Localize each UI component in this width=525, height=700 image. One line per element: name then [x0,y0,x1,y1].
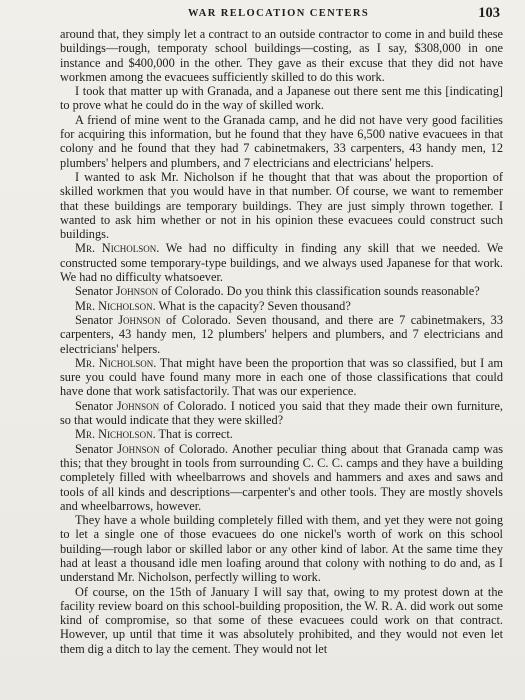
testimony-text: That is correct. [155,427,233,442]
testimony-paragraph [60,284,503,298]
testimony-paragraph [60,241,503,284]
speaker-name: Johnson [117,441,160,456]
paragraph-text: Of course, on the 15th of January I will say that, owing to my protest down at the facility review board on this school-building proposition, the W. R. A. did work out some kind of compromise, so that some of these evacuees could work on that contract. However, up until that time it was absolutely prohibited, and they would not even let them dig a ditch to lay the cement. They would not let [60,584,503,656]
speaker-prefix: Senator [75,398,117,413]
paragraph [60,27,503,84]
speaker-name: Johnson [116,398,160,413]
speaker-suffix: of Colorado. [159,441,228,456]
paragraph-text: around that, they simply let a contract to an outside contractor to come in and build these buildings—rough, temporaty school buildings—costing, as I say, $308,000 in one instance and $400,000 in the other. They gave as their excuse that they did not have workmen among the evacuees sufficiently skilled to do this work. [60,27,503,84]
speaker-suffix: of Colorado. [158,284,224,299]
speaker-name: Johnson [118,312,161,327]
speaker-suffix: of Colorado. [160,312,231,327]
testimony-text: Seven thousand, and there are 7 cabinetmakers, 33 carpenters, 43 handy men, 12 plumbers' helpers and plumbers, and 7 electricians and electricians' helpers. [60,312,503,356]
paragraph [60,170,503,241]
paragraph [60,84,503,113]
body-text [60,27,503,656]
paragraph-text: I wanted to ask Mr. Nicholson if he thought that that was about the proportion of skilled workmen that you would have in that number. Of course, we want to remember that these buildings are temporary buildings. They are just simply thrown together. I wanted to ask him whether or not in his opinion these evacuees could construct such buildings. [60,169,503,242]
page-number: 103 [478,5,500,21]
testimony-paragraph [60,427,503,441]
speaker-prefix: Senator [75,312,119,327]
paragraph-text: A friend of mine went to the Granada camp, and he did not have very good facilities for acquiring this information, but he found that they have 6,500 native evacuees in that colony and he found that they had 7 cabinetmakers, 33 carpenters, 43 handy men, 12 plumbers' helpers and plumbers, and 7 electricians and electricians' helpers. [60,112,503,170]
testimony-paragraph [60,356,503,399]
paragraph-text: I took that matter up with Granada, and a Japanese out there sent me this [indicating] to prove what he could do in the way of skilled work. [60,84,503,113]
testimony-text: I noticed you said that they made their own furniture, so that would indicate that they were skilled? [60,398,504,428]
paragraph [60,585,503,656]
testimony-text: What is the capacity? Seven thousand? [155,298,351,313]
speaker-prefix: Senator [75,441,118,456]
paragraph [60,113,503,170]
testimony-paragraph [60,442,503,513]
testimony-paragraph [60,313,503,356]
speaker-name: Mr. Nicholson. [75,298,156,313]
running-head: WAR RELOCATION CENTERS [188,8,370,19]
testimony-text: That might have been the proportion that was so classified, but I am sure you could have found many more in each one of those classifications that could have done that work satisfactorily. That was our experience. [60,355,503,399]
speaker-suffix: of Colorado. [159,398,227,413]
speaker-name: Mr. Nicholson. [75,427,156,442]
speaker-name: Mr. Nicholson. [75,241,160,256]
speaker-prefix: Senator [75,284,116,299]
testimony-paragraph [60,399,503,428]
page-header [60,5,500,24]
testimony-text: We had no difficulty in finding any skill that we needed. We constructed some temporary-type buildings, and we always used Japanese for that work. We had no difficulty whatsoever. [60,241,503,285]
paragraph-text: They have a whole building completely filled with them, and yet they were not going to let a single one of those evacuees do one nickel's worth of work on this school building—rough labor or skilled labor or any other kind of labor. At the same time they had at least a thousand idle men loafing around that colony with nothing to do and, as I understand Mr. Nicholson, perfectly willing to work. [60,513,503,585]
testimony-text: Do you think this classification sounds reasonable? [223,284,480,299]
testimony-paragraph [60,299,503,313]
paragraph [60,513,503,584]
testimony-text: Another peculiar thing about that Granada camp was this; that they brought in tools from surrounding C. C. C. camps and they have a building completely filled with wheelbarrows and shovels and hammers and axes and saws and tools of all kinds and descriptions—carpenter's and other tools. They are mostly shovels and wheelbarrows, however. [60,441,503,513]
speaker-name: Mr. Nicholson. [75,355,157,370]
speaker-name: Johnson [115,284,159,299]
